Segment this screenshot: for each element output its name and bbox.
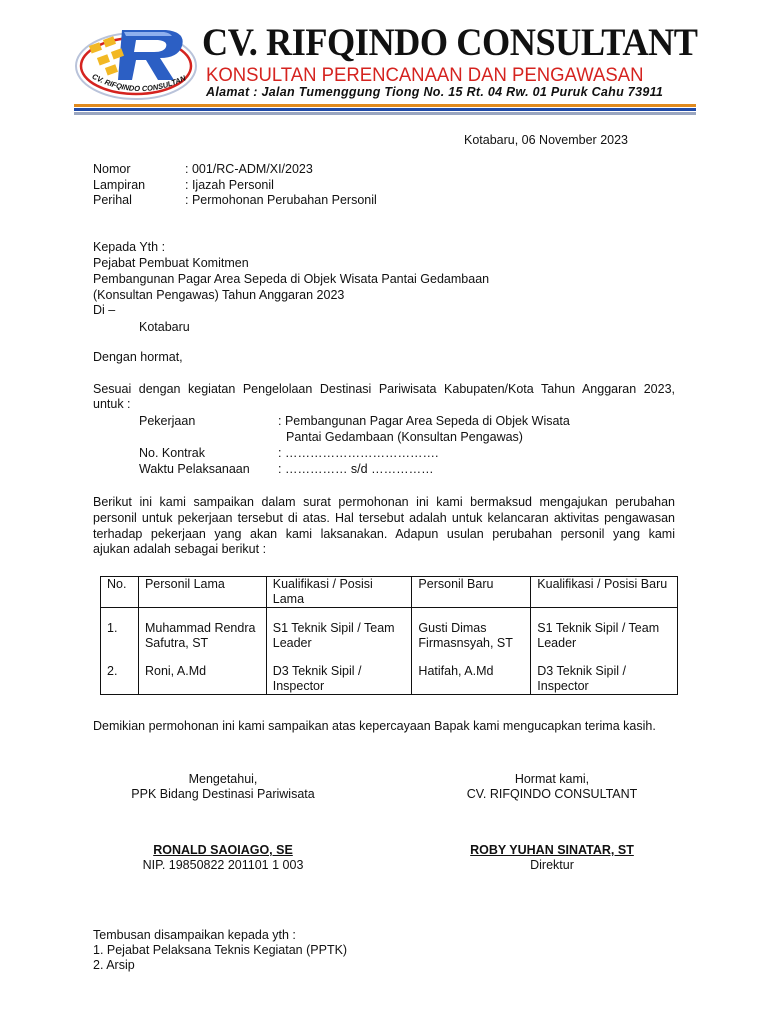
copies-title: Tembusan disampaikan kepada yth : xyxy=(93,928,296,942)
table-header: Personil Baru xyxy=(412,577,531,608)
detail-value-continued: Pantai Gedambaan (Konsultan Pengawas) xyxy=(286,430,523,444)
field-label-nomor: Nomor xyxy=(93,162,131,176)
closing-sentence: Demikian permohonan ini kami sampaikan atas kepercayaan Bapak kami mengucapkan terima kasih. xyxy=(93,719,656,733)
intro-line: untuk : xyxy=(93,397,131,411)
signature-left xyxy=(93,772,353,873)
recipient-line: Pembangunan Pagar Area Sepeda di Objek Wisata Pantai Gedambaan xyxy=(93,272,490,286)
table-cell: Gusti Dimas Firmasnsyah, ST xyxy=(412,608,531,652)
company-address: Alamat : Jalan Tumenggung Tiong No. 15 Rt. 04 Rw. 01 Puruk Cahu 73911 xyxy=(206,85,664,99)
greeting: Dengan hormat, xyxy=(93,350,183,364)
detail-label-pekerjaan: Pekerjaan xyxy=(139,414,196,428)
signature-left-nip: NIP. 19850822 201101 1 003 xyxy=(142,858,304,872)
table-cell: D3 Teknik Sipil / Inspector xyxy=(266,651,412,695)
signature-right xyxy=(422,772,682,873)
paragraph-line: ajukan adalah sebagai berikut : xyxy=(93,542,267,556)
signature-left-name: RONALD SAOIAGO, SE xyxy=(153,843,293,857)
signature-right-title: Direktur xyxy=(530,858,574,872)
letterhead xyxy=(74,20,696,116)
field-label-lampiran: Lampiran xyxy=(93,178,146,192)
svg-text:CV. RIFQINDO CONSULTANT: CV. RIFQINDO CONSULTAN xyxy=(90,71,188,94)
paragraph-line: personil untuk pekerjaan tersebut di atas. Hal tersebut adalah untuk kelancaran aktivitas pengawasan xyxy=(93,511,675,525)
recipient-line: Di – xyxy=(93,303,116,317)
table-cell: Hatifah, A.Md xyxy=(412,651,531,695)
table-row xyxy=(101,651,678,695)
header-band-grey xyxy=(74,112,696,115)
table-cell: 2. xyxy=(101,651,139,695)
personnel-table xyxy=(100,576,678,695)
company-tagline: KONSULTAN PERENCANAAN DAN PENGAWASAN xyxy=(206,64,644,86)
signature-left-line2: PPK Bidang Destinasi Pariwisata xyxy=(131,787,315,801)
table-header: Personil Lama xyxy=(138,577,266,608)
copies-item: 2. Arsip xyxy=(93,958,135,972)
detail-value-kontrak: : ………………………………. xyxy=(278,446,439,460)
table-header: No. xyxy=(101,577,139,608)
signature-right-line2: CV. RIFQINDO CONSULTANT xyxy=(466,787,638,801)
recipient-city: Kotabaru xyxy=(139,320,190,334)
detail-label-waktu: Waktu Pelaksanaan xyxy=(139,462,250,476)
company-name: CV. RIFQINDO CONSULTANT xyxy=(202,21,698,64)
table-cell: Muhammad Rendra Safutra, ST xyxy=(138,608,266,652)
place-date: Kotabaru, 06 November 2023 xyxy=(464,133,628,147)
detail-value-waktu: : …………… s/d …………… xyxy=(278,462,434,476)
table-cell: 1. xyxy=(101,608,139,652)
table-cell: Roni, A.Md xyxy=(138,651,266,695)
table-header: Kualifikasi / Posisi Baru xyxy=(531,577,678,608)
signature-left-line1: Mengetahui, xyxy=(188,772,258,786)
table-cell: S1 Teknik Sipil / Team Leader xyxy=(531,608,678,652)
field-label-perihal: Perihal xyxy=(93,193,132,207)
table-cell: S1 Teknik Sipil / Team Leader xyxy=(266,608,412,652)
paragraph-line: terhadap pekerjaan yang akan kami laksanakan. Adapun usulan perubahan personil yang kami xyxy=(93,527,675,541)
table-header-row xyxy=(101,577,678,608)
field-value-lampiran: : Ijazah Personil xyxy=(185,178,274,192)
field-value-perihal: : Permohonan Perubahan Personil xyxy=(185,193,377,207)
detail-value-pekerjaan: : Pembangunan Pagar Area Sepeda di Objek Wisata xyxy=(278,414,570,428)
signature-right-line1: Hormat kami, xyxy=(514,772,590,786)
detail-label-kontrak: No. Kontrak xyxy=(139,446,206,460)
copies-item: 1. Pejabat Pelaksana Teknis Kegiatan (PPTK) xyxy=(93,943,348,957)
recipient-line: Kepada Yth : xyxy=(93,240,166,254)
table-header: Kualifikasi / Posisi Lama xyxy=(266,577,412,608)
company-logo xyxy=(74,22,198,102)
header-band-blue xyxy=(74,108,696,111)
table-row xyxy=(101,608,678,652)
signature-right-name: ROBY YUHAN SINATAR, ST xyxy=(470,843,634,857)
header-band-orange xyxy=(74,104,696,107)
field-value-nomor: : 001/RC-ADM/XI/2023 xyxy=(185,162,313,176)
intro-line: Sesuai dengan kegiatan Pengelolaan Destinasi Pariwisata Kabupaten/Kota Tahun Anggaran 2023, xyxy=(93,382,675,396)
recipient-line: (Konsultan Pengawas) Tahun Anggaran 2023 xyxy=(93,288,345,302)
table-cell: D3 Teknik Sipil / Inspector xyxy=(531,651,678,695)
paragraph-line: Berikut ini kami sampaikan dalam surat permohonan ini kami bermaksud mengajukan perubahan xyxy=(93,495,675,509)
recipient-line: Pejabat Pembuat Komitmen xyxy=(93,256,249,270)
